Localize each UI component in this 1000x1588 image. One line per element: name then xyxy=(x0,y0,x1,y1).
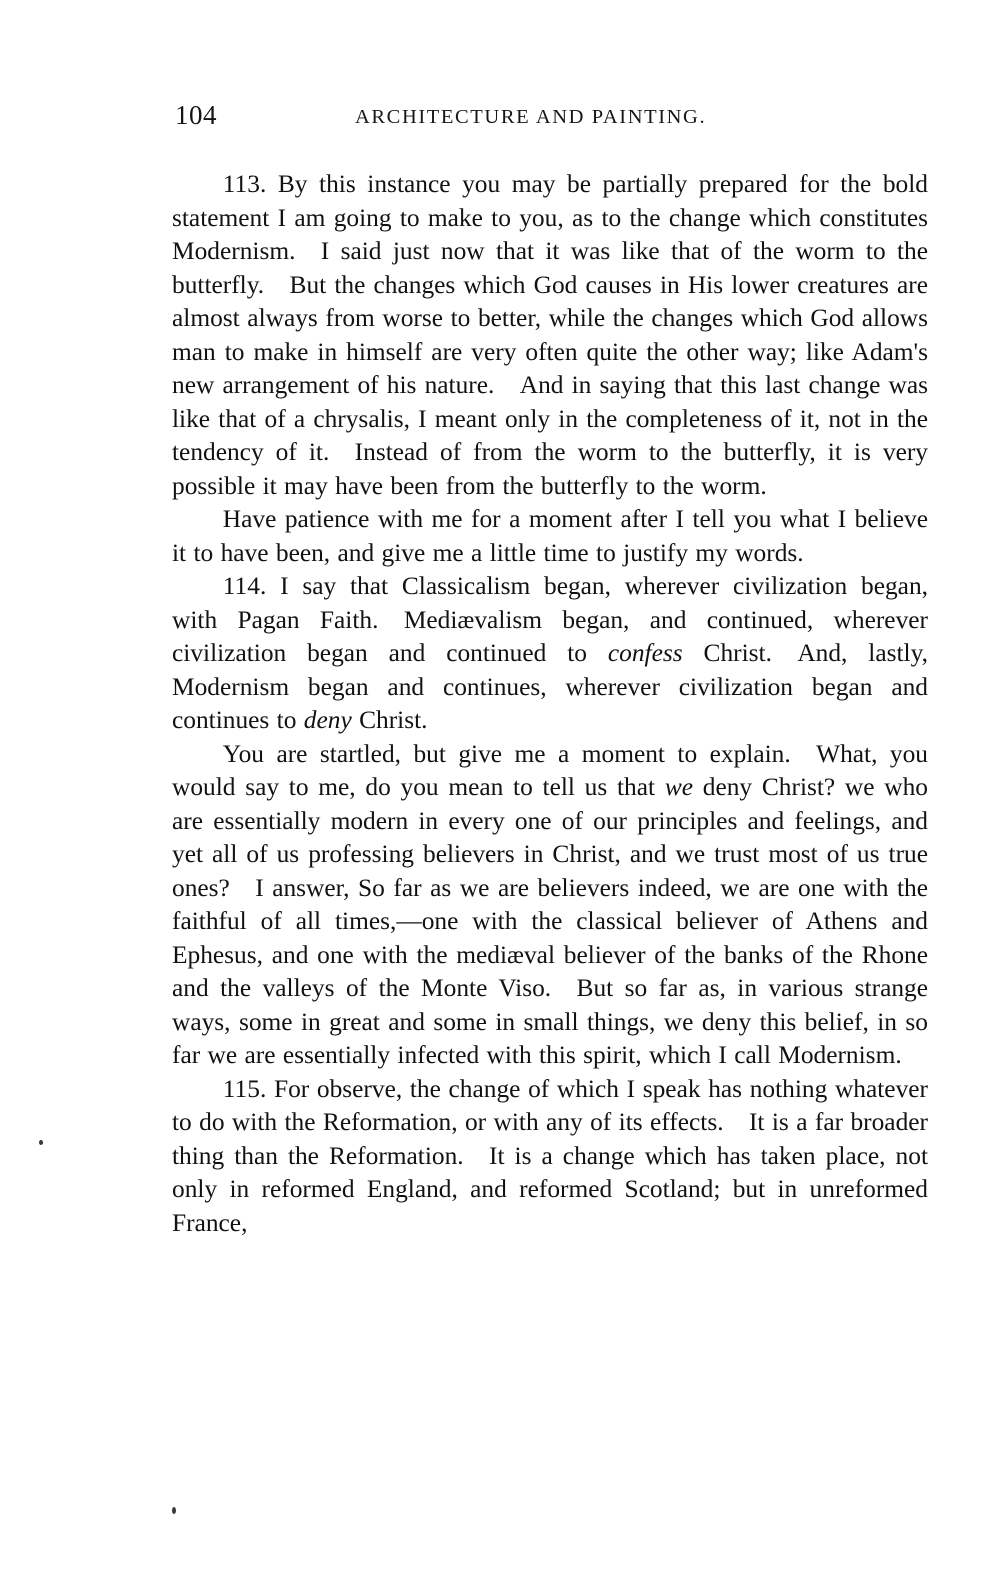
paragraph-patience: Have patience with me for a moment after I tell you what I believe it to have been, and give me a little time to justify my words. xyxy=(172,505,928,567)
paragraph-114: 114. I say that Classicalism began, wherever civilization began, with Pagan Faith. Mediævalism began, and continued, wherever civilization began and continued to confess Christ. And, lastly, Modernism began and continues, wherever civilization began and continues to deny Christ. xyxy=(172,572,928,734)
running-head: ARCHITECTURE AND PAINTING. xyxy=(355,106,707,128)
page-speck-left xyxy=(39,1140,43,1145)
page-header xyxy=(175,100,935,134)
paragraph-113: 113. By this instance you may be partially prepared for the bold statement I am going to make to you, as to the change which constitutes Modernism. I said just now that it was like that of the worm to the butterfly. But the changes which God causes in His lower creatures are almost always from worse to better, while the changes which God allows man to make in himself are very often quite the other way; like Adam's new arrangement of his nature. And in saying that this last change was like that of a chrysalis, I meant only in the completeness of it, not in the tendency of it. Instead of from the worm to the butterfly, it is very possible it may have been from the butterfly to the worm. xyxy=(172,170,928,500)
paragraph-115: 115. For observe, the change of which I speak has nothing whatever to do with the Reformation, or with any of its effects. It is a far broader thing than the Reformation. It is a change which has taken place, not only in reformed England, and reformed Scotland; but in unreformed France, xyxy=(172,1074,928,1237)
page-speck-bottom xyxy=(172,1507,176,1514)
paragraph-startled: You are startled, but give me a moment to explain. What, you would say to me, do you mean to tell us that we deny Christ? we who are essentially modern in every one of our principles and feelings, and yet all of us professing believers in Christ, and we trust most of us true ones? I answer, So far as we are believers indeed, we are one with the faithful of all times,—one with the classical believer of Athens and Ephesus, and one with the mediæval believer of the banks of the Rhone and the valleys of the Monte Viso. But so far as, in various strange ways, some in great and some in small things, we deny this belief, in so far we are essentially infected with this spirit, which I call Modernism. xyxy=(172,739,928,1069)
body-text xyxy=(172,168,928,1240)
page-number: 104 xyxy=(175,100,217,130)
